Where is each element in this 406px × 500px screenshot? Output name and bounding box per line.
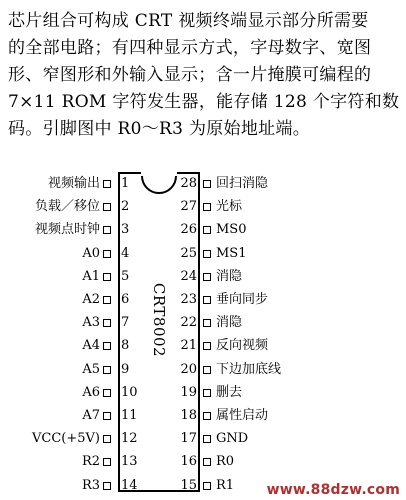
pin-left-number: 9 bbox=[121, 362, 130, 377]
pin-right-number: 20 bbox=[180, 362, 197, 377]
pin-right-box bbox=[203, 203, 211, 211]
pin-right-box bbox=[203, 366, 211, 374]
pin-right-label: 属性启动 bbox=[216, 408, 269, 423]
pin-right-number: 17 bbox=[180, 431, 197, 446]
pin-left-number: 3 bbox=[121, 222, 130, 237]
pin-left-label: R3 bbox=[81, 478, 100, 493]
pin-left-number: 6 bbox=[121, 292, 130, 307]
pin-left-label: A3 bbox=[82, 315, 100, 330]
pin-left-number: 8 bbox=[121, 338, 130, 353]
pin-left-box bbox=[103, 389, 111, 397]
pin-left-number: 5 bbox=[121, 269, 130, 284]
pin-left-label: A0 bbox=[82, 246, 100, 261]
pin-right-number: 15 bbox=[180, 478, 197, 493]
pin-right-number: 23 bbox=[180, 292, 197, 307]
pin-right-number: 18 bbox=[180, 408, 197, 423]
pin-left-number: 4 bbox=[121, 246, 130, 261]
pin-right-label: 下边加底线 bbox=[216, 362, 282, 377]
pin-left-box bbox=[103, 226, 111, 234]
chip-top-edge bbox=[177, 172, 200, 174]
pin-right-label: MS0 bbox=[216, 222, 247, 237]
pin-right-label: R1 bbox=[216, 478, 235, 493]
chip-name: CRT8002 bbox=[150, 282, 168, 358]
pin-right-number: 24 bbox=[180, 269, 197, 284]
pin-right-label: R0 bbox=[216, 454, 235, 469]
pin-right-box bbox=[203, 226, 211, 234]
pin-left-label: A2 bbox=[82, 292, 100, 307]
pin-left-label: R2 bbox=[81, 454, 100, 469]
pin-left-label: A5 bbox=[82, 362, 100, 377]
pin-left-box bbox=[103, 203, 111, 211]
pin-left-number: 7 bbox=[121, 315, 130, 330]
pin-right-label: 回扫消隐 bbox=[216, 176, 269, 191]
pin-right-label: 消隐 bbox=[216, 269, 243, 284]
pin-left-number: 13 bbox=[121, 454, 138, 469]
pin-right-box bbox=[203, 273, 211, 281]
pin-left-box bbox=[103, 296, 111, 304]
pin-right-number: 19 bbox=[180, 385, 197, 400]
pin-left-box bbox=[103, 458, 111, 466]
pin-right-number: 26 bbox=[180, 222, 197, 237]
pin-right-label: 反向视频 bbox=[216, 338, 269, 353]
pin-right-box bbox=[203, 250, 211, 258]
pin-left-box bbox=[103, 319, 111, 327]
pin-left-box bbox=[103, 250, 111, 258]
pin-left-label: 负载／移位 bbox=[34, 199, 100, 214]
pin-left-number: 2 bbox=[121, 199, 130, 214]
pin-right-number: 25 bbox=[180, 246, 197, 261]
pin-right-box bbox=[203, 412, 211, 420]
pin-left-label: A7 bbox=[82, 408, 100, 423]
pin-right-box bbox=[203, 296, 211, 304]
pin-right-box bbox=[203, 319, 211, 327]
description-paragraph bbox=[8, 8, 400, 143]
pin-right-number: 28 bbox=[180, 176, 197, 191]
chip-top-edge bbox=[118, 172, 141, 174]
pin-left-number: 10 bbox=[121, 385, 138, 400]
pin-left-label: VCC(+5V) bbox=[32, 431, 100, 446]
pin-left-box bbox=[103, 412, 111, 420]
pin-left-box bbox=[103, 435, 111, 443]
pin-right-label: 垂向同步 bbox=[216, 292, 269, 307]
pin-left-number: 14 bbox=[121, 478, 138, 493]
pin-left-box bbox=[103, 273, 111, 281]
pin-left-label: 视频点时钟 bbox=[34, 222, 100, 237]
pin-left-label: A1 bbox=[82, 269, 100, 284]
pin-left-number: 1 bbox=[121, 176, 130, 191]
watermark: www.88dzw.com bbox=[266, 482, 400, 498]
pin-left-label: A6 bbox=[82, 385, 100, 400]
pin-right-box bbox=[203, 389, 211, 397]
description-line: 码。引脚图中 R0～R3 为原始地址端。 bbox=[8, 119, 311, 139]
pin-right-number: 27 bbox=[180, 199, 197, 214]
pin-right-box bbox=[203, 180, 211, 188]
pin-left-number: 12 bbox=[121, 431, 138, 446]
pin-right-label: 消隐 bbox=[216, 315, 243, 330]
description-line: 芯片组合可构成 CRT 视频终端显示部分所需要 bbox=[8, 11, 369, 31]
pin-right-label: GND bbox=[216, 431, 249, 446]
pin-left-label: A4 bbox=[82, 338, 100, 353]
pin-right-label: 删去 bbox=[216, 385, 243, 400]
chip-notch bbox=[141, 158, 177, 194]
pin-right-label: 光标 bbox=[216, 199, 243, 214]
pin-left-number: 11 bbox=[121, 408, 138, 423]
pin-right-box bbox=[203, 342, 211, 350]
pin-left-box bbox=[103, 180, 111, 188]
pin-left-box bbox=[103, 482, 111, 490]
pin-right-number: 16 bbox=[180, 454, 197, 469]
pin-right-label: MS1 bbox=[216, 246, 247, 261]
pin-right-number: 21 bbox=[180, 338, 197, 353]
pin-left-box bbox=[103, 366, 111, 374]
description-line: 7×11 ROM 字符发生器，能存储 128 个字符和数 bbox=[8, 92, 400, 112]
pin-left-label: 视频输出 bbox=[47, 176, 100, 191]
pin-left-box bbox=[103, 342, 111, 350]
pin-right-box bbox=[203, 458, 211, 466]
description-line: 的全部电路；有四种显示方式，字母数字、宽图 bbox=[8, 38, 372, 58]
pin-right-box bbox=[203, 435, 211, 443]
description-line: 形、窄图形和外输入显示；含一片掩膜可编程的 bbox=[8, 65, 372, 85]
pin-right-box bbox=[203, 482, 211, 490]
pin-right-number: 22 bbox=[180, 315, 197, 330]
